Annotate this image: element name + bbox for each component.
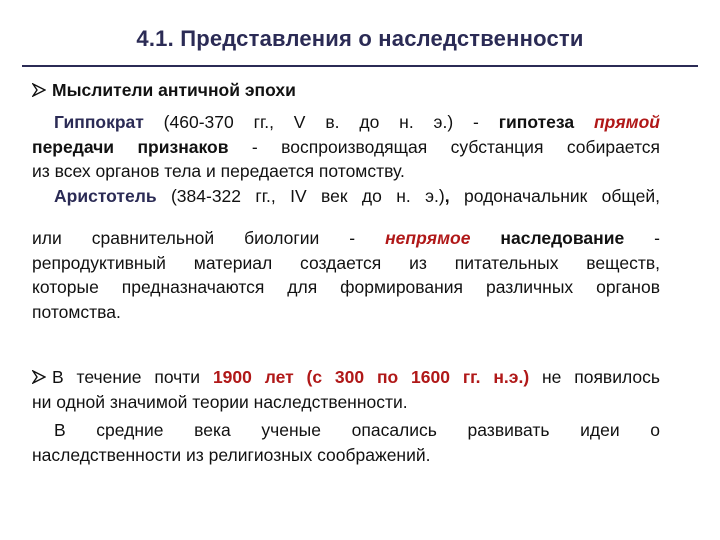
section2-suffix: не появилось (529, 367, 661, 387)
aristotle-line-2-dash: - (624, 228, 660, 248)
aristotle-line-2 (32, 226, 660, 251)
hippocrates-paragraph (32, 110, 660, 184)
section2-paragraph (32, 365, 660, 414)
aristotle-line-2-text: или сравнительной биологии - (32, 228, 386, 248)
hippocrates-name: Гиппократ (54, 112, 144, 132)
slide-title: 4.1. Представления о наследственности (136, 26, 584, 51)
aristotle-comma: , (444, 186, 450, 206)
middle-ages-paragraph (32, 418, 660, 467)
section1-heading-text: Мыслители античной эпохи (52, 80, 296, 100)
hippocrates-dates: (460-370 гг., V в. до н. э.) (143, 112, 454, 132)
aristotle-name: Аристотель (54, 186, 157, 206)
middle-ages-line-2: наследственности из религиозных соображений. (32, 444, 431, 465)
hippocrates-line-2 (32, 135, 660, 160)
aristotle-continuation (32, 226, 660, 324)
aristotle-line-4: которые предназначаются для формирования различных органов (32, 277, 660, 297)
aristotle-indirect: непрямое (385, 228, 471, 248)
middle-ages-line-1: В средние века ученые опасались развивать идеи о (54, 420, 660, 440)
aristotle-line-3: репродуктивный материал создается из питательных веществ, (32, 252, 660, 273)
hippocrates-line-2-rest: - воспроизводящая субстанция собирается (228, 136, 661, 157)
aristotle-line-1 (32, 184, 660, 209)
aristotle-line-1-rest: родоначальник общей, (449, 186, 660, 206)
aristotle-paragraph (32, 184, 660, 209)
section2-prefix: В течение почти (52, 367, 213, 387)
aristotle-inheritance: наследование (470, 228, 625, 248)
title-divider (22, 65, 698, 67)
section2-period: 1900 лет (с 300 по 1600 гг. н.э.) (212, 367, 530, 387)
hippocrates-dash: - (453, 112, 499, 132)
hippocrates-direct: прямой (593, 112, 660, 132)
hippocrates-trait-transfer: передачи признаков (32, 136, 229, 157)
section2-line-1 (32, 365, 660, 390)
section2-line-2: ни одной значимой теории наследственности. (32, 391, 408, 412)
arrow-bullet-icon (32, 83, 46, 97)
arrow-bullet-icon (32, 370, 46, 384)
aristotle-line-5: потомства. (32, 301, 121, 322)
hippocrates-line-3: из всех органов тела и передается потомству. (32, 161, 405, 181)
aristotle-dates: (384-322 гг., IV век до н. э.) (156, 186, 445, 206)
section1-heading (32, 78, 660, 103)
hippocrates-line-1 (32, 110, 660, 135)
hippocrates-hypothesis: гипотеза (498, 112, 594, 132)
